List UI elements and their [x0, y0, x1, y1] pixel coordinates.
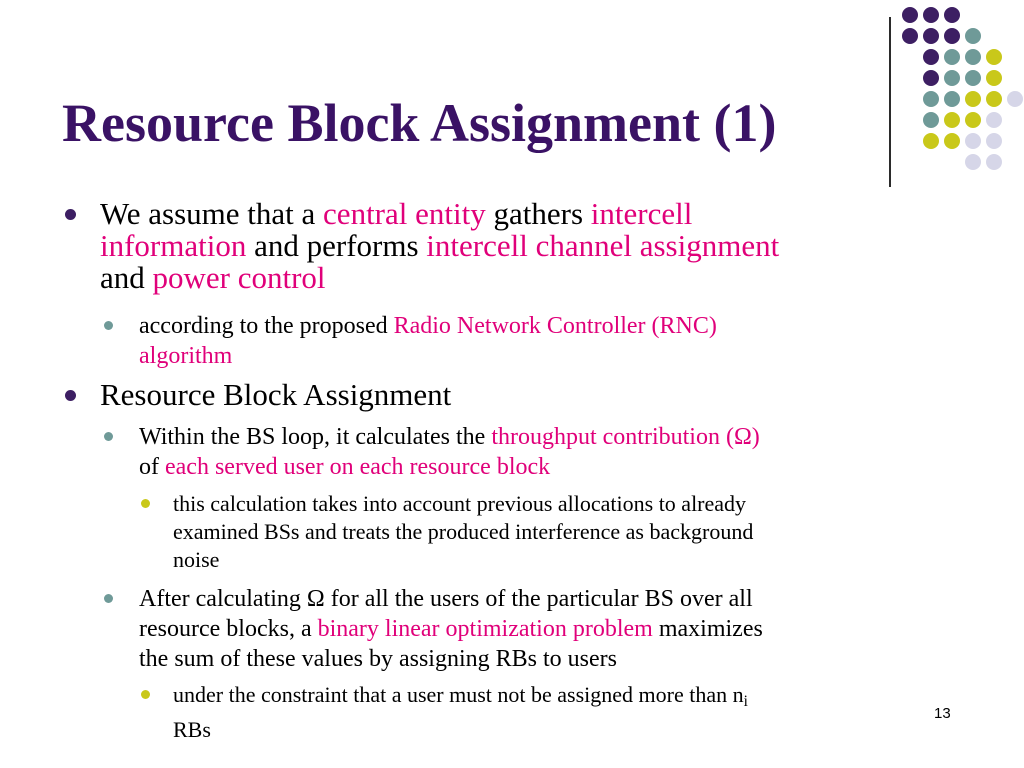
bullet-1: [100, 198, 779, 294]
sub-sub-bullet-2-1-1: [173, 490, 753, 574]
text-line: [100, 379, 451, 411]
dot-purple: [923, 28, 939, 44]
sub-bullet-1-1: [139, 311, 717, 371]
sub-sub-bullet-2-2-1-text: [173, 681, 748, 744]
highlighted-text: intercell: [590, 196, 693, 231]
dot-teal: [965, 70, 981, 86]
text-run: this calculation takes into account previous allocations to already: [173, 491, 747, 516]
text-run: and: [100, 260, 153, 295]
highlighted-text: central entity: [323, 196, 486, 231]
sub-bullet-2-1-marker: [104, 432, 113, 441]
dot-purple: [902, 28, 918, 44]
dot-lavender: [965, 154, 981, 170]
text-line: [100, 262, 779, 294]
text-line: [100, 230, 779, 262]
dot-yellow: [986, 91, 1002, 107]
dot-teal: [965, 49, 981, 65]
dot-purple: [923, 70, 939, 86]
dot-yellow: [986, 70, 1002, 86]
sub-sub-bullet-2-1-1-text: [173, 490, 753, 574]
highlighted-text: intercell channel assignment: [426, 228, 780, 263]
dot-yellow: [986, 49, 1002, 65]
dot-purple: [944, 28, 960, 44]
text-line: [173, 490, 753, 518]
dot-purple: [923, 7, 939, 23]
dot-yellow: [965, 91, 981, 107]
bullet-2-marker: [65, 390, 76, 401]
dot-yellow: [923, 133, 939, 149]
text-run: according to the proposed: [139, 313, 394, 339]
text-line: [173, 716, 748, 744]
subscript-text: i: [743, 692, 748, 710]
dot-lavender: [965, 133, 981, 149]
sub-bullet-2-1: [139, 422, 760, 482]
text-run: of: [139, 454, 165, 480]
dot-purple: [902, 7, 918, 23]
dot-lavender: [986, 133, 1002, 149]
text-line: [139, 341, 717, 371]
title-divider: [889, 17, 891, 187]
bullet-1-marker: [65, 209, 76, 220]
sub-bullet-2-2-marker: [104, 594, 113, 603]
text-run: and performs: [246, 228, 427, 263]
dot-lavender: [986, 112, 1002, 128]
dot-teal: [944, 49, 960, 65]
dot-teal: [923, 91, 939, 107]
text-run: After calculating Ω for all the users of the particular BS over all: [139, 586, 753, 612]
text-line: [139, 422, 760, 452]
text-run: We assume that a: [100, 196, 324, 231]
text-line: [139, 584, 763, 614]
highlighted-text: binary linear optimization problem: [317, 616, 653, 642]
text-run: Resource Block Assignment: [100, 377, 452, 412]
text-line: [173, 546, 753, 574]
highlighted-text: each served user on each resource block: [165, 454, 551, 480]
text-run: noise: [173, 547, 220, 572]
sub-bullet-2-2-text: [139, 584, 763, 674]
text-line: [100, 198, 779, 230]
bullet-1-text: [100, 198, 779, 294]
slide-title: Resource Block Assignment (1): [62, 93, 777, 153]
highlighted-text: algorithm: [139, 343, 233, 369]
text-line: [173, 681, 748, 716]
text-run: examined BSs and treats the produced interference as background: [173, 519, 754, 544]
sub-bullet-2-1-text: [139, 422, 760, 482]
dot-teal: [944, 70, 960, 86]
bullet-2: [100, 379, 451, 411]
dot-yellow: [944, 133, 960, 149]
highlighted-text: information: [100, 228, 247, 263]
text-run: gathers: [485, 196, 591, 231]
sub-bullet-1-1-text: [139, 311, 717, 371]
text-line: [139, 644, 763, 674]
dot-purple: [944, 7, 960, 23]
dot-yellow: [965, 112, 981, 128]
dot-teal: [923, 112, 939, 128]
highlighted-text: power control: [152, 260, 326, 295]
sub-sub-bullet-2-2-1: [173, 681, 748, 744]
text-run: maximizes: [652, 616, 763, 642]
text-run: resource blocks, a: [139, 616, 318, 642]
dot-lavender: [986, 154, 1002, 170]
text-run: RBs: [173, 716, 211, 742]
text-run: Within the BS loop, it calculates the: [139, 424, 492, 450]
sub-sub-bullet-2-1-1-marker: [141, 499, 150, 508]
text-line: [139, 311, 717, 341]
sub-bullet-2-2: [139, 584, 763, 674]
dot-yellow: [944, 112, 960, 128]
sub-sub-bullet-2-2-1-marker: [141, 690, 150, 699]
dot-teal: [944, 91, 960, 107]
highlighted-text: Radio Network Controller (RNC): [393, 313, 717, 339]
dot-lavender: [1007, 91, 1023, 107]
sub-bullet-1-1-marker: [104, 321, 113, 330]
text-run: the sum of these values by assigning RBs to users: [139, 646, 617, 672]
dot-purple: [923, 49, 939, 65]
page-number: 13: [934, 705, 951, 722]
text-run: under the constraint that a user must not be assigned more than n: [173, 682, 744, 707]
bullet-2-text: [100, 379, 451, 411]
text-line: [139, 452, 760, 482]
text-line: [173, 518, 753, 546]
highlighted-text: throughput contribution (Ω): [491, 424, 760, 450]
dot-teal: [965, 28, 981, 44]
text-line: [139, 614, 763, 644]
